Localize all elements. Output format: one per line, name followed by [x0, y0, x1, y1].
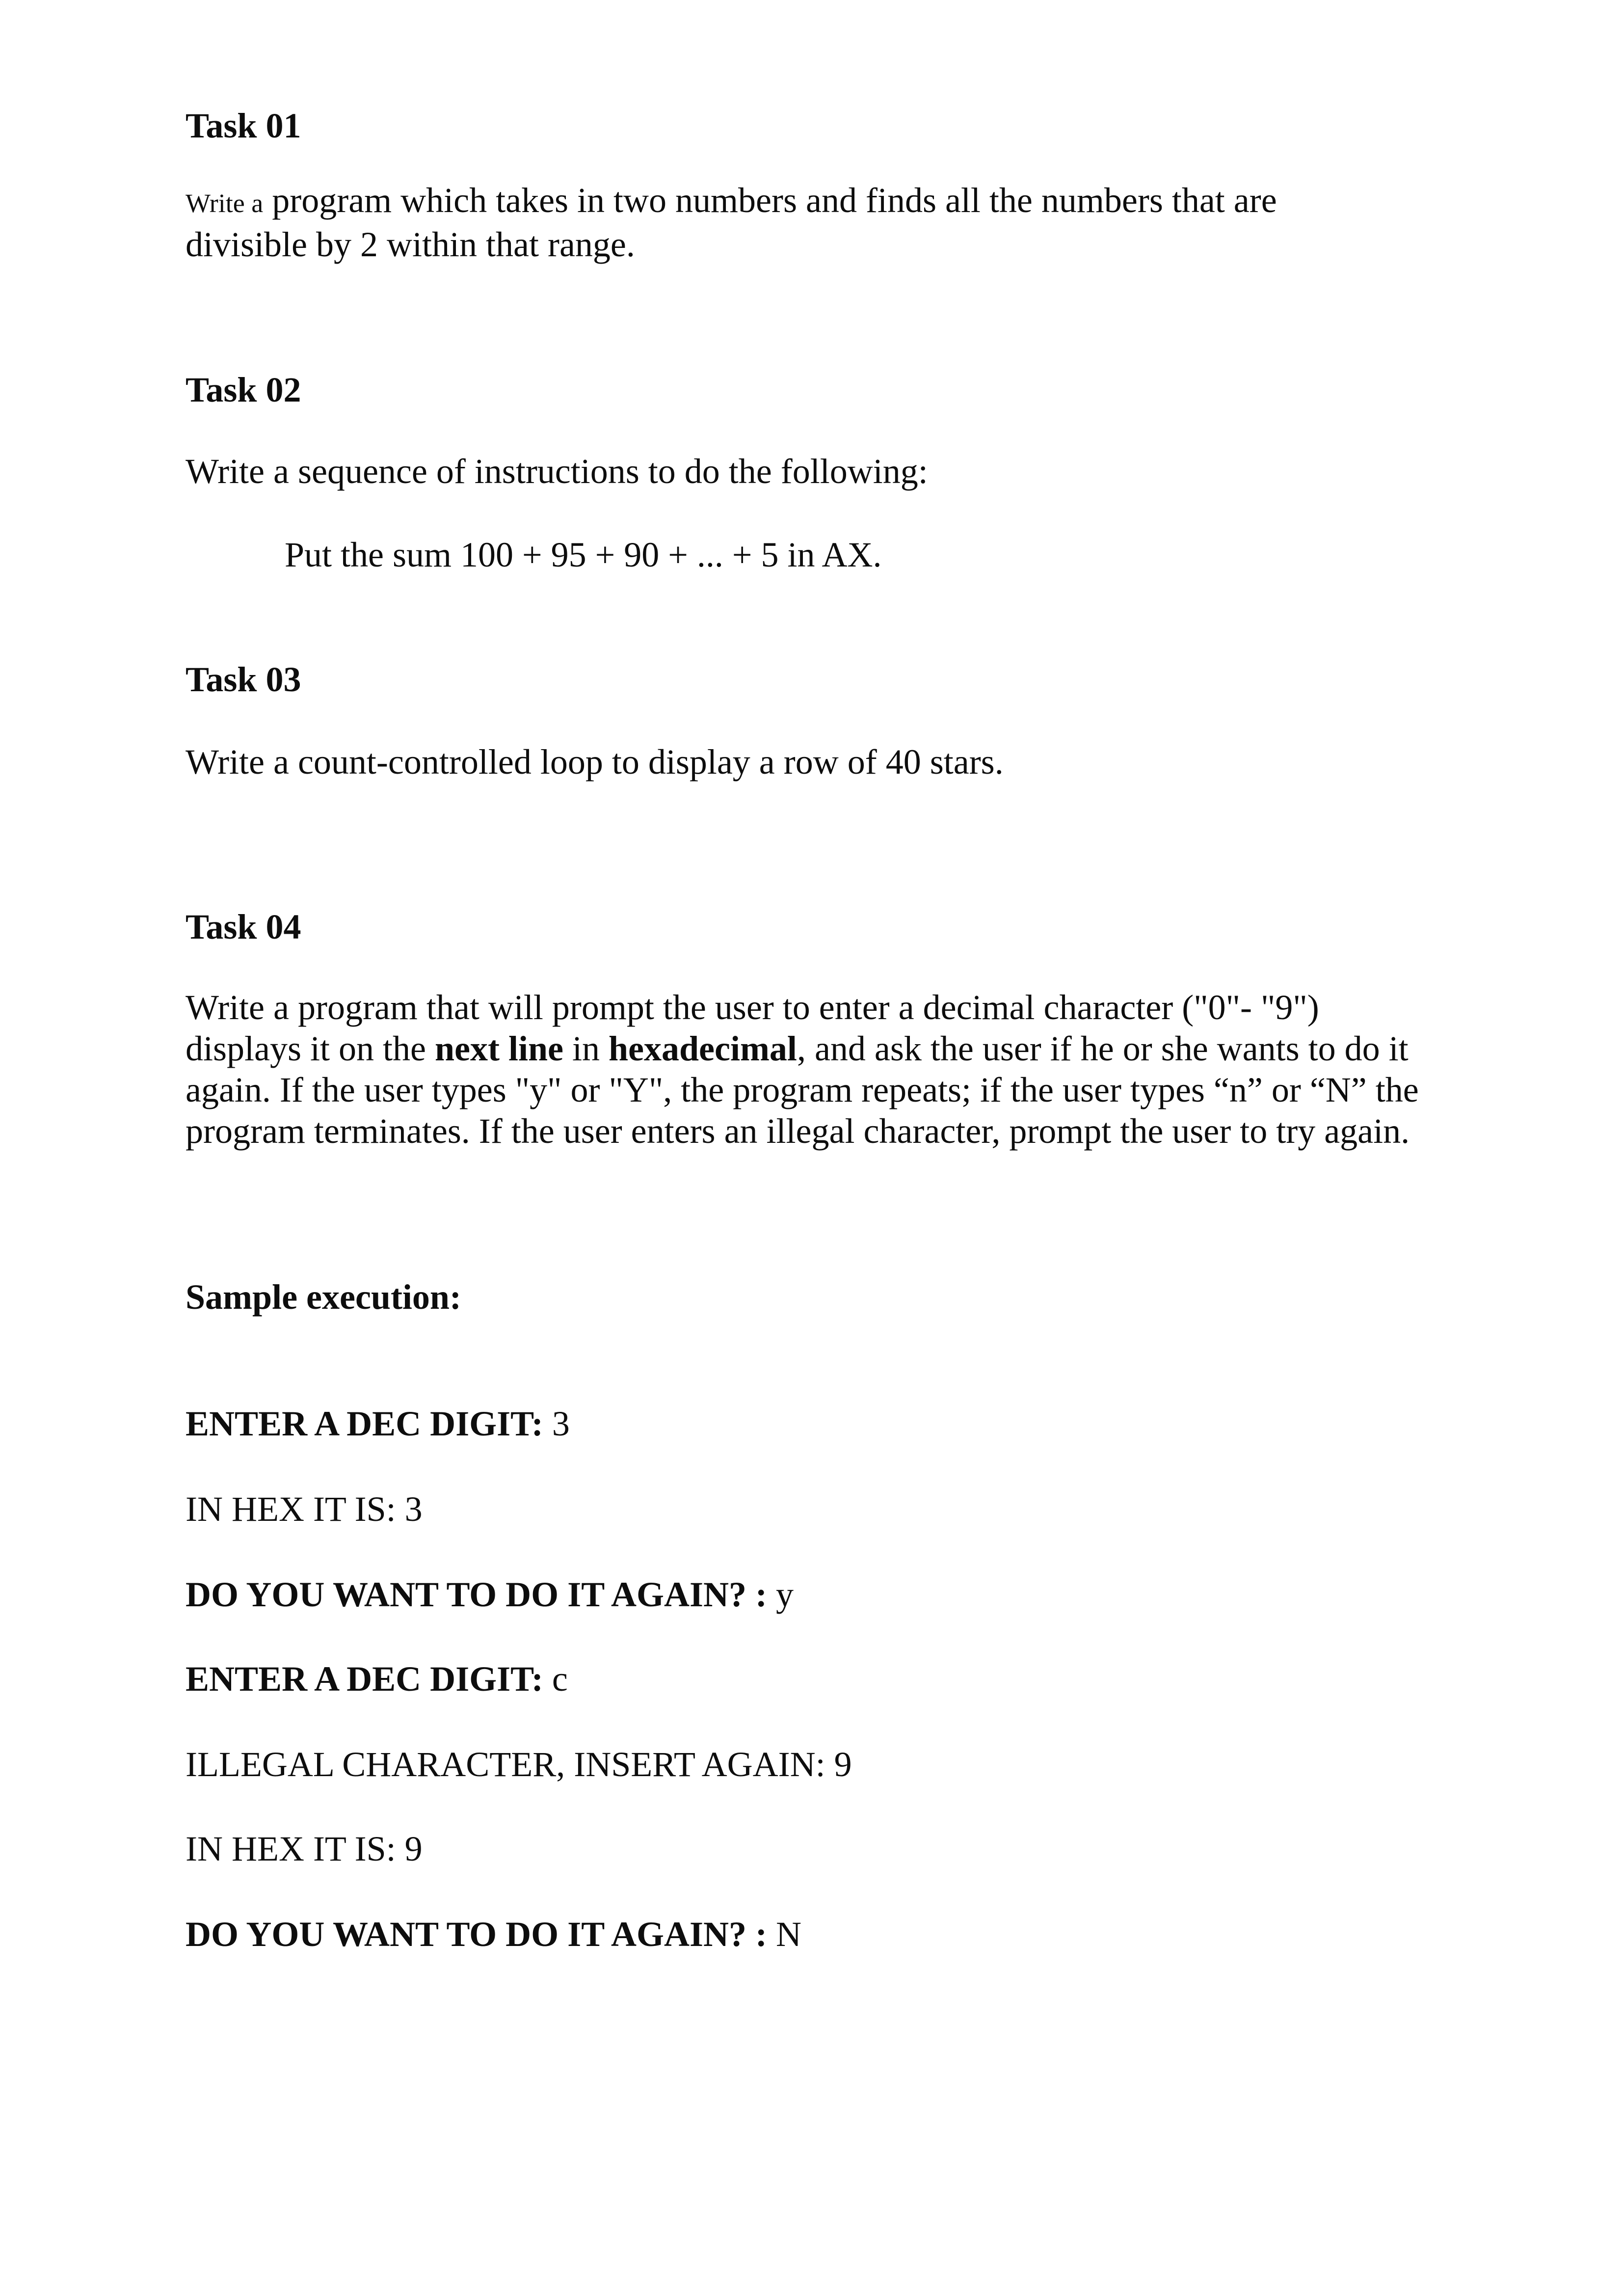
- sample-line-2: [186, 1488, 423, 1530]
- sample-execution-heading: Sample execution:: [186, 1277, 461, 1317]
- sample-line-value: y: [767, 1575, 794, 1614]
- sample-line-label: DO YOU WANT TO DO IT AGAIN? :: [186, 1575, 767, 1614]
- sample-line-label: DO YOU WANT TO DO IT AGAIN? :: [186, 1915, 767, 1954]
- sample-line-value: 3: [543, 1404, 570, 1443]
- sample-line-value: N: [767, 1915, 801, 1954]
- task-04-bold-hexadecimal: hexadecimal: [608, 1029, 797, 1068]
- sample-line-label: IN HEX IT IS:: [186, 1489, 396, 1529]
- task-01-line-1: program which takes in two numbers and finds all the numbers that are: [263, 181, 1277, 220]
- sample-line-3: [186, 1574, 794, 1615]
- sample-line-value: c: [543, 1659, 568, 1699]
- sample-line-label: IN HEX IT IS:: [186, 1829, 396, 1868]
- sample-line-label: ENTER A DEC DIGIT:: [186, 1659, 543, 1699]
- task-01-text: [186, 180, 1442, 265]
- task-03-heading: Task 03: [186, 660, 301, 699]
- sample-line-label: ENTER A DEC DIGIT:: [186, 1404, 543, 1443]
- sample-line-1: [186, 1403, 570, 1444]
- task-03-text: Write a count-controlled loop to display a row of 40 stars.: [186, 742, 1004, 782]
- sample-line-5: [186, 1744, 852, 1785]
- sample-line-6: [186, 1828, 423, 1869]
- task-04-heading: Task 04: [186, 907, 301, 946]
- sample-line-7: [186, 1914, 801, 1955]
- task-04-text-a: Write a program that will prompt the user to enter a decimal character ("0"- "9") displays it on the: [186, 988, 1319, 1068]
- sample-line-value: 9: [825, 1745, 852, 1784]
- sample-line-value: 3: [396, 1489, 423, 1529]
- task-01-heading: Task 01: [186, 106, 301, 145]
- task-04-text: [186, 987, 1442, 1152]
- task-04-bold-next-line: next line: [434, 1029, 563, 1068]
- task-04-text-c: , and ask the user if he or she wants to do it again. If the user types "y" or "Y", the program repeats; if the user types “n” or “N” the program terminates. If the user enters an illegal character, prompt the user to try again.: [186, 1029, 1419, 1151]
- task-04-text-b: in: [563, 1029, 609, 1068]
- sample-line-4: [186, 1658, 568, 1700]
- sample-line-label: ILLEGAL CHARACTER, INSERT AGAIN:: [186, 1745, 825, 1784]
- task-01-lead: Write a: [186, 189, 264, 218]
- task-02-indented-instruction: Put the sum 100 + 95 + 90 + ... + 5 in AX.: [285, 535, 882, 574]
- task-01-line-2: divisible by 2 within that range.: [186, 225, 635, 264]
- task-02-text: Write a sequence of instructions to do the following:: [186, 452, 928, 491]
- task-02-heading: Task 02: [186, 370, 301, 409]
- sample-line-value: 9: [396, 1829, 423, 1868]
